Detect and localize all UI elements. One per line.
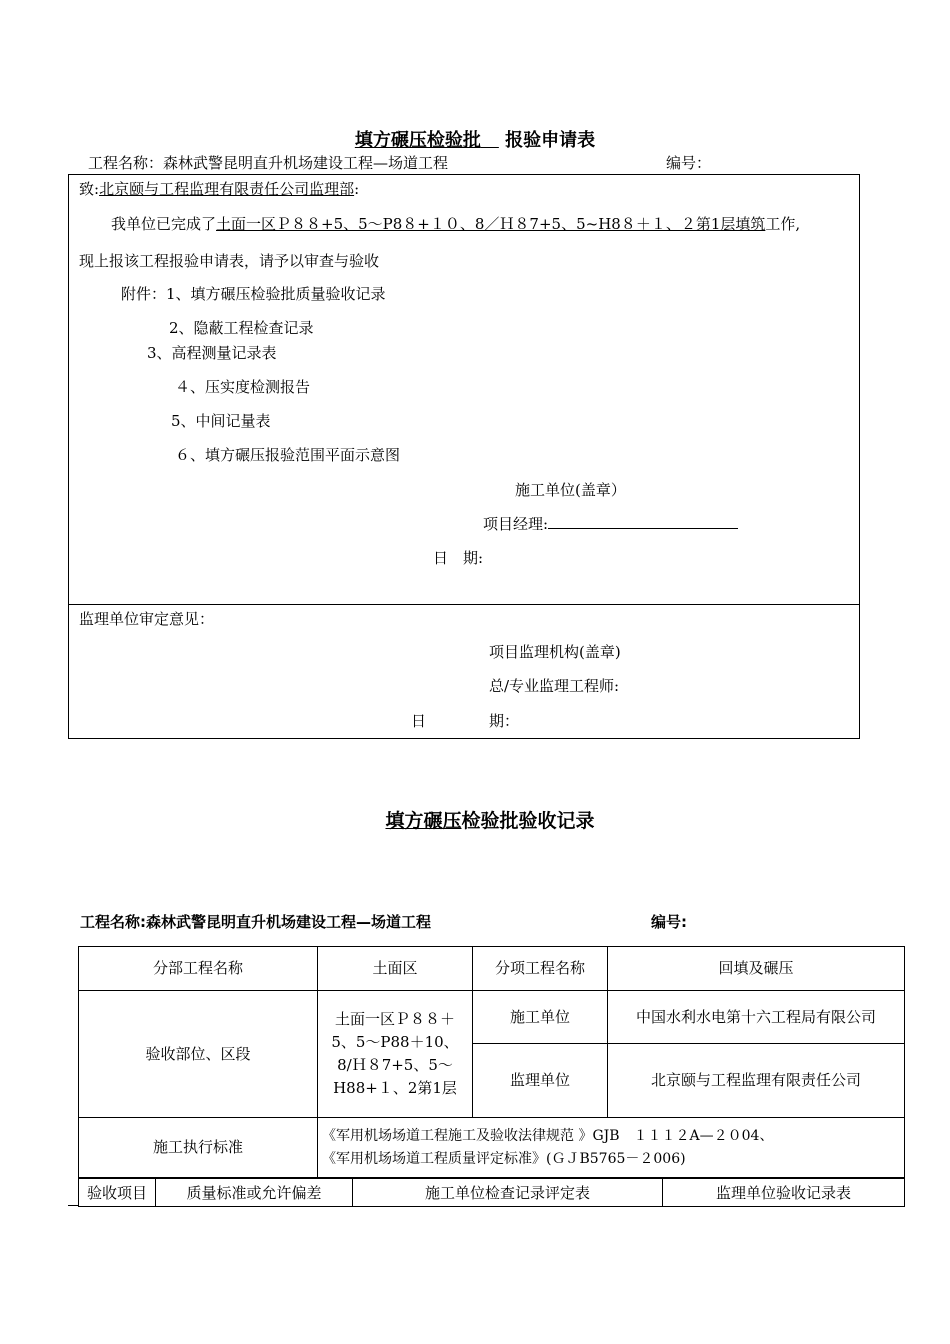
attachment-item: 2、隐蔽工程检查记录 xyxy=(169,319,314,337)
form1-number-label: 编号： xyxy=(666,154,712,172)
table-cell: 分项工程名称 xyxy=(473,947,608,991)
form2-number-label: 编号: xyxy=(651,913,687,931)
form1-divider xyxy=(69,604,859,605)
bottom-rule xyxy=(68,1205,78,1206)
form2-title xyxy=(0,806,950,833)
table-row xyxy=(79,1179,905,1207)
form2-project-name: 工程名称:森林武警昆明直升机场建设工程—场道工程 xyxy=(80,913,432,931)
contractor-stamp: 施工单位(盖章） xyxy=(515,481,626,499)
table-cell: 验收部位、区段 xyxy=(79,991,318,1118)
acceptance-items-header xyxy=(78,1178,905,1207)
table-cell: 回填及碾压 xyxy=(608,947,905,991)
table-row xyxy=(79,1118,905,1178)
attachment-item: ４、压实度检测报告 xyxy=(175,378,311,396)
form2-title-part1: 填方碾压 xyxy=(385,810,462,832)
form2-title-part2: 检验批验收记录 xyxy=(461,810,595,832)
table-cell: 监理单位 xyxy=(473,1044,608,1118)
form1-body-line1: 我单位已完成了土面一区Ｐ８８+5、5～P8８+１０、8／Ｈ８7+5、5~H8８＋１、２第1层填筑工作, xyxy=(111,215,801,233)
supervisor-stamp: 项目监理机构(盖章) xyxy=(489,643,621,661)
table-cell: 中国水利水电第十六工程局有限公司 xyxy=(608,991,905,1044)
form1-project-name: 工程名称：森林武警昆明直升机场建设工程—场道工程 xyxy=(88,154,449,172)
table-row xyxy=(79,947,905,991)
standard-cell: 《军用机场场道工程施工及验收法律规范 》GJB １１１２A—２０04、 《军用机场场道工程质量评定标准》(ＧＪB5765－２006) xyxy=(318,1118,905,1178)
location-cell: 土面一区Ｐ８８＋5、5～P88＋10、8/Ｈ８7+5、5～H88+１、2第1层 xyxy=(318,991,473,1118)
form1-addressee: 致:北京颐与工程监理有限责任公司监理部: xyxy=(79,180,360,198)
table-cell: 质量标准或允许偏差 xyxy=(156,1179,353,1207)
completed-location: 土面一区Ｐ８８+5、5～P8８+１０、8／Ｈ８7+5、5~H8８＋１、２第1层填筑 xyxy=(216,215,766,233)
table-cell: 土面区 xyxy=(318,947,473,991)
supervisor-date-period: 期： xyxy=(489,712,520,730)
attachment-item: 5、中间记量表 xyxy=(171,412,271,430)
project-manager: 项目经理: xyxy=(483,513,738,534)
supervisor-date-day: 日 xyxy=(411,712,427,730)
form1-box xyxy=(68,174,860,739)
table-cell: 施工单位检查记录评定表 xyxy=(353,1179,663,1207)
form1-body-line2: 现上报该工程报验申请表，请予以审查与验收 xyxy=(79,252,380,270)
table-cell: 验收项目 xyxy=(79,1179,156,1207)
form1-title xyxy=(0,126,950,152)
signature-line xyxy=(548,514,738,529)
form1-date: 日 期: xyxy=(433,549,484,567)
addressee-org: 北京颐与工程监理有限责任公司监理部 xyxy=(99,180,355,198)
attachment-item: 附件：1、填方碾压检验批质量验收记录 xyxy=(121,285,386,303)
chief-engineer: 总/专业监理工程师: xyxy=(489,677,620,695)
form1-title-part2: 报验申请表 xyxy=(505,130,596,151)
attachment-item: ６、填方碾压报验范围平面示意图 xyxy=(175,446,401,464)
attachment-item: 3、高程测量记录表 xyxy=(147,344,277,362)
table-cell: 分部工程名称 xyxy=(79,947,318,991)
table-row xyxy=(79,991,905,1044)
form1-title-part1: 填方碾压检验批 xyxy=(354,130,481,151)
acceptance-table xyxy=(78,946,905,1178)
supervisor-opinion: 监理单位审定意见： xyxy=(79,610,215,628)
table-cell: 监理单位验收记录表 xyxy=(663,1179,905,1207)
table-cell: 北京颐与工程监理有限责任公司 xyxy=(608,1044,905,1118)
table-cell: 施工执行标准 xyxy=(79,1118,318,1178)
table-cell: 施工单位 xyxy=(473,991,608,1044)
